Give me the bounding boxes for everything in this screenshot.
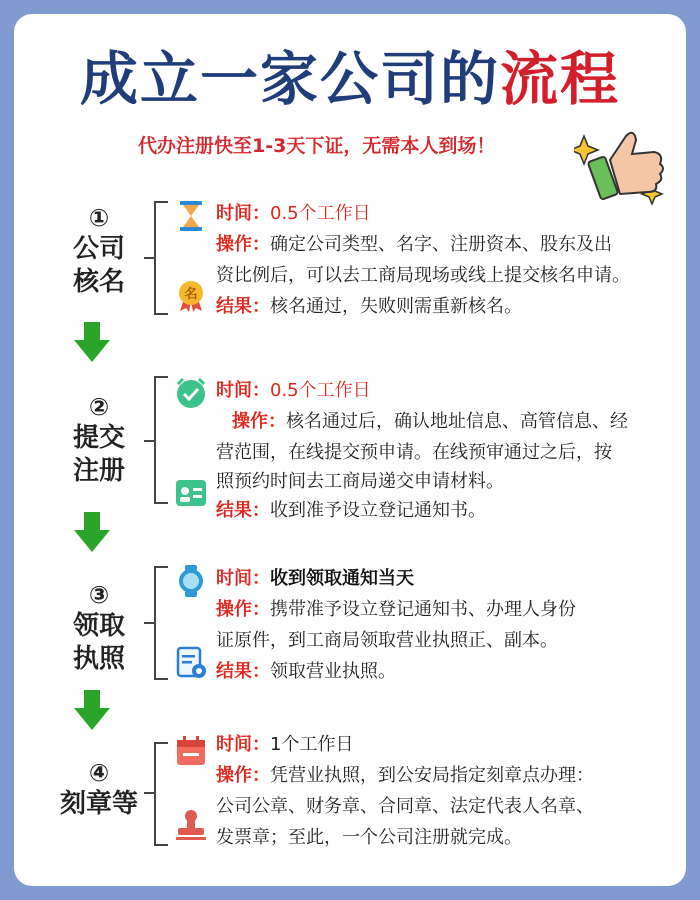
step-name: 注册 [72, 456, 125, 486]
step-4-label [54, 758, 144, 821]
step-3-label [54, 580, 144, 676]
calendar-icon [174, 734, 208, 768]
title-highlight: 流程 [500, 45, 621, 113]
result-line: 结果：收到准予设立登记通知书。 [216, 500, 486, 521]
op-line: 操作：凭营业执照，到公安局指定刻章点办理： [216, 765, 594, 786]
id-card-icon [174, 476, 208, 510]
result-line: 结果：核名通过，失败则需重新核名。 [216, 296, 522, 317]
op-line-cont: 证原件，到工商局领取营业执照正、副本。 [216, 630, 558, 651]
step-name: 领取 [72, 611, 125, 641]
op-line-cont: 发票章；至此，一个公司注册就完成。 [216, 827, 522, 848]
step-name: 核名 [72, 267, 125, 297]
bracket [154, 566, 168, 680]
op-line-cont: 营范围，在线提交预申请。在线预审通过之后，按 [216, 442, 612, 463]
clock-check-icon [174, 376, 208, 410]
step-1-label [54, 203, 144, 299]
step-number: ① [88, 204, 110, 232]
step-name: 公司 [72, 234, 125, 264]
name-badge-icon [174, 279, 208, 313]
step-name: 刻章等 [59, 789, 138, 819]
op-line-cont: 公司公章、财务章、合同章、法定代表人名章、 [216, 796, 594, 817]
time-line: 时间：0.5个工作日 [216, 203, 371, 224]
op-line: 操作：确定公司类型、名字、注册资本、股东及出 [216, 234, 612, 255]
bracket [154, 376, 168, 504]
watch-icon [174, 564, 208, 598]
step-name: 执照 [72, 644, 125, 674]
down-arrow-icon [74, 512, 110, 552]
stamp-icon [174, 808, 208, 842]
down-arrow-icon [74, 690, 110, 730]
bracket [154, 201, 168, 315]
time-line: 时间：收到领取通知当天 [216, 568, 414, 589]
step-2-label [54, 392, 144, 488]
op-line-cont: 照预约时间去工商局递交申请材料。 [216, 471, 504, 492]
subtitle: 代办注册快至1-3天下证，无需本人到场！ [138, 135, 496, 157]
result-line: 结果：领取营业执照。 [216, 661, 396, 682]
bracket [154, 742, 168, 846]
title-main: 成立一家公司的 [79, 45, 500, 113]
svg-text:名: 名 [184, 287, 198, 302]
op-line-cont: 资比例后，可以去工商局现场或线上提交核名申请。 [216, 265, 630, 286]
step-number: ④ [88, 759, 110, 787]
page-title [14, 32, 686, 116]
time-line: 时间：0.5个工作日 [216, 380, 371, 401]
hourglass-icon [174, 199, 208, 233]
op-line: 操作：携带准予设立登记通知书、办理人身份 [216, 599, 576, 620]
infographic-card [14, 14, 686, 886]
op-line: 操作：核名通过后，确认地址信息、高管信息、经 [232, 411, 628, 432]
step-number: ② [88, 393, 110, 421]
time-line: 时间：1个工作日 [216, 734, 354, 755]
step-name: 提交 [72, 423, 125, 453]
document-icon [174, 646, 208, 680]
step-number: ③ [88, 581, 110, 609]
thumbs-up-icon [574, 114, 674, 214]
down-arrow-icon [74, 322, 110, 362]
